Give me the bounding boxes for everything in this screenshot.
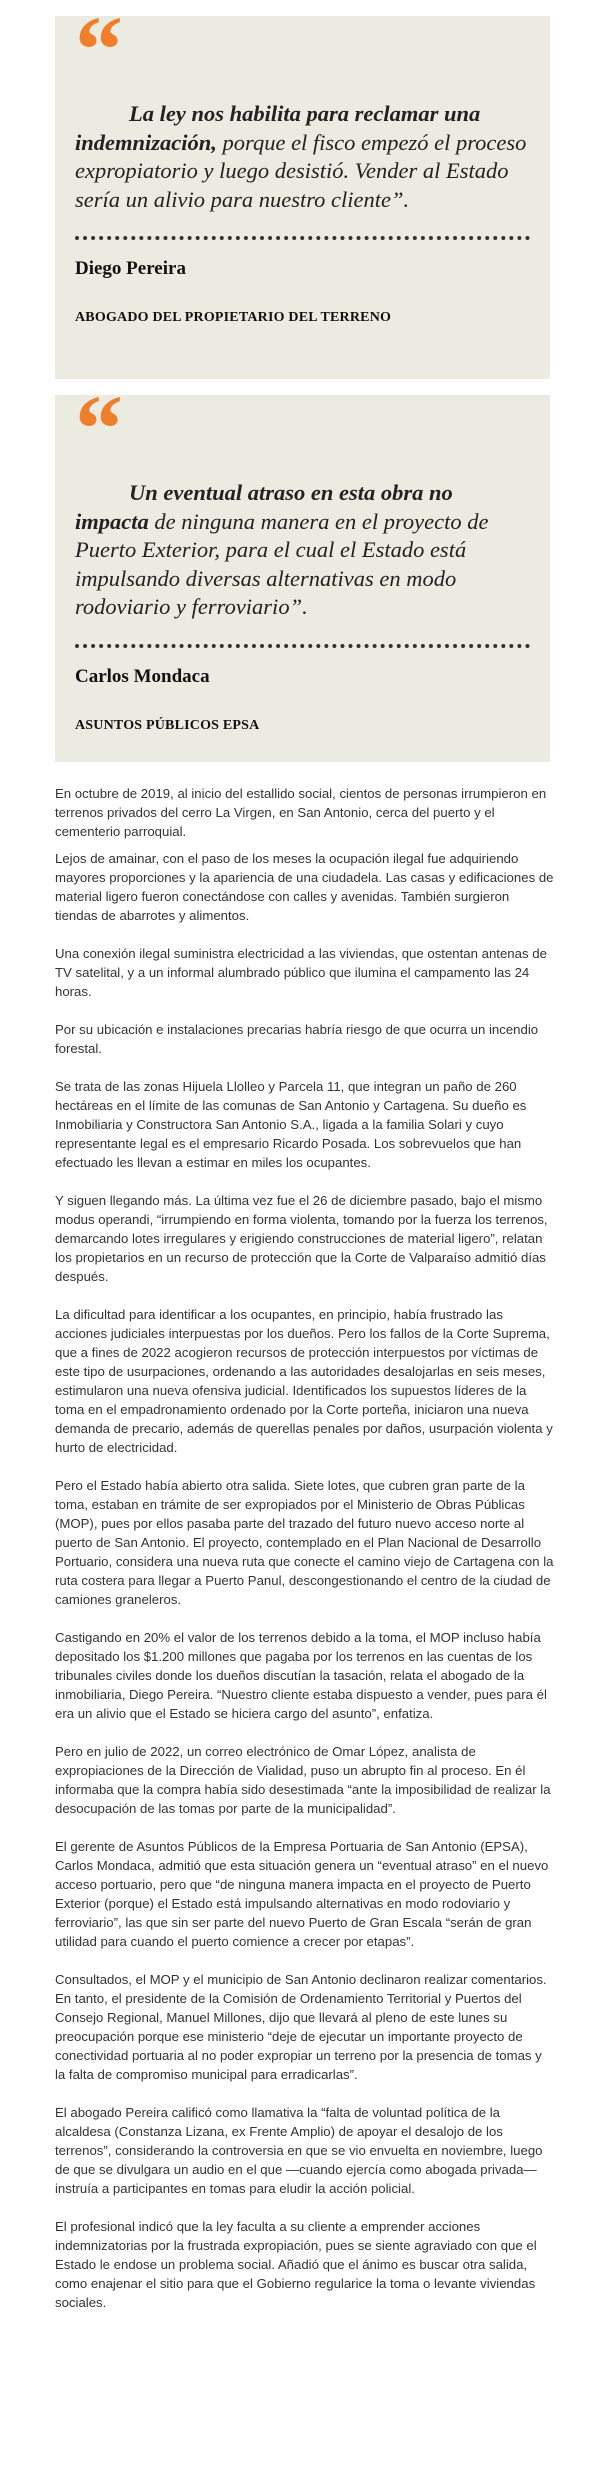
article-paragraph: El gerente de Asuntos Públicos de la Empresa Portuaria de San Antonio (EPSA), Carlos Mondaca, admitió que esta situación genera un “eventual atraso” en el nuevo acceso portuario, pero que “de ninguna manera impacta en el proyecto de Puerto Exterior (porque) el Estado está impulsando alternativas en modo rodoviario y ferroviario”, las que sin ser parte del nuevo Puerto de Gran Escala “serán de gran utilidad para cuando el puerto comience a crecer por etapas”. [55,1839,549,1949]
article-paragraph: La dificultad para identificar a los ocupantes, en principio, había frustrado las acciones judiciales interpuestas por los dueños. Pero los fallos de la Corte Suprema, que a fines de 2022 acogieron recursos de protección interpuestos por víctimas de este tipo de usurpaciones, ordenando a las autoridades desalojarlas en seis meses, estimularon una nueva ofensiva judicial. Identificados los supuestos líderes de la toma en el empadronamiento ordenado por la Corte porteña, iniciaron una nueva demanda de precario, además de querellas penales por daños, usurpación violenta y hurto de electricidad. [55,1307,553,1455]
quote-author-role: ABOGADO DEL PROPIETARIO DEL TERRENO [75,310,392,325]
article-paragraph: Se trata de las zonas Hijuela Llolleo y Parcela 11, que integran un paño de 260 hectáreas en el límite de las comunas de San Antonio y Cartagena. Su dueño es Inmobiliaria y Constructora San Antonio S.A., ligada a la familia Solari y cuyo representante legal es el empresario Ricardo Posada. Los sobrevuelos que han efectuado les llevan a estimar en miles los ocupantes. [55,1079,527,1170]
dotted-divider [75,644,530,648]
quote-text [75,479,530,622]
article-paragraph: Consultados, el MOP y el municipio de San Antonio declinaron realizar comentarios. En tanto, el presidente de la Comisión de Ordenamiento Territorial y Puertos del Consejo Regional, Manuel Millones, dijo que llevará al pleno de este lunes su preocupación porque ese ministerio “deje de ejecutar un importante proyecto de conectividad portuaria al no poder expropiar un terreno por la presencia de tomas y la falta de compromiso municipal para erradicarlas”. [55,1972,547,2082]
article-paragraph: El profesional indicó que la ley faculta a su cliente a emprender acciones indemnizatorias por la frustrada expropiación, pues se siente agraviado con que el Estado le endose un problema social. Añadió que el ánimo es buscar otra salida, como enajenar el sitio para que el Gobierno regularice la toma o levante viviendas sociales. [55,2219,537,2310]
quote-bold-text: Un eventual atraso en esta obra no impacta [75,480,453,534]
quote-bold-text: La ley nos habilita para reclamar una indemnización, [75,101,481,155]
article-paragraph: Pero el Estado había abierto otra salida. Siete lotes, que cubren gran parte de la toma, estaban en trámite de ser expropiados por el Ministerio de Obras Públicas (MOP), pues por ellos pasaba parte del trazado del futuro nuevo acceso norte al puerto de San Antonio. El proyecto, contemplado en el Plan Nacional de Desarrollo Portuario, considera una nueva ruta que conecte el camino viejo de Cartagena con la ruta costera para llegar a Puerto Panul, descongestionando el centro de la ciudad de camiones graneleros. [55,1478,554,1607]
quote-author-name: Carlos Mondaca [75,665,210,687]
article-paragraph: Una conexión ilegal suministra electricidad a las viviendas, que ostentan antenas de TV satelital, y a un informal alumbrado público que ilumina el campamento las 24 horas. [55,946,547,999]
article-body [55,784,555,2312]
article-paragraph: En octubre de 2019, al inicio del estallido social, cientos de personas irrumpieron en terrenos privados del cerro La Virgen, en San Antonio, cerca del puerto y el cementerio parroquial. [55,786,547,839]
pull-quote-1 [55,16,550,379]
quote-mark-icon: “ [75,395,123,455]
pull-quote-2 [55,395,550,762]
dotted-divider [75,236,530,240]
article-paragraph: Pero en julio de 2022, un correo electrónico de Omar López, analista de expropiaciones de la Dirección de Vialidad, puso un abrupto fin al proceso. En él informaba que la compra había sido desestimada “ante la imposibilidad de realizar la desocupación de las tomas por parte de la municipalidad”. [55,1744,551,1816]
article-paragraph: Y siguen llegando más. La última vez fue el 26 de diciembre pasado, bajo el mismo modus operandi, “irrumpiendo en forma violenta, tomando por la fuerza los terrenos, demarcando lotes irregulares y erigiendo construcciones de material ligero”, relatan los propietarios en un recurso de protección que la Corte de Valparaíso admitió días después. [55,1193,548,1284]
quote-author-name: Diego Pereira [75,258,186,279]
quote-text [75,100,530,214]
article-paragraph: Lejos de amainar, con el paso de los meses la ocupación ilegal fue adquiriendo mayores proporciones y la apariencia de una ciudadela. Las casas y edificaciones de material ligero fueron conectándose con calles y avenidas. También surgieron tiendas de abarrotes y alimentos. [55,851,554,923]
quote-body-text: de ninguna manera en el proyecto de Puerto Exterior, para el cual el Estado está impulsando diversas alternativas en modo rodoviario y ferroviario”. [75,508,489,619]
quote-body-text: porque el fisco empezó el proceso expropiatorio y luego desistió. Vender al Estado sería un alivio para nuestro cliente”. [75,129,527,212]
article-paragraph: Por su ubicación e instalaciones precarias habría riesgo de que ocurra un incendio forestal. [55,1022,539,1056]
quote-mark-icon: “ [75,16,123,76]
article-paragraph: El abogado Pereira calificó como llamativa la “falta de voluntad política de la alcaldesa (Constanza Lizana, ex Frente Amplio) de apoyar el desalojo de los terrenos”, considerando la controversia en que se vio envuelta en noviembre, luego de que se divulgara un audio en el que —cuando ejercía como abogada privada— instruía a participantes en tomas para eludir la acción policial. [55,2105,543,2196]
article-paragraph: Castigando en 20% el valor de los terrenos debido a la toma, el MOP incluso había depositado los $1.200 millones que pagaba por los terrenos en las cuentas de los tribunales civiles donde los dueños discutían la tasación, relata el abogado de la inmobiliaria, Diego Pereira. “Nuestro cliente estaba dispuesto a vender, pues para él era un alivio que el Estado se hiciera cargo del asunto”, enfatiza. [55,1630,547,1721]
quote-author-role: ASUNTOS PÚBLICOS EPSA [75,717,260,733]
